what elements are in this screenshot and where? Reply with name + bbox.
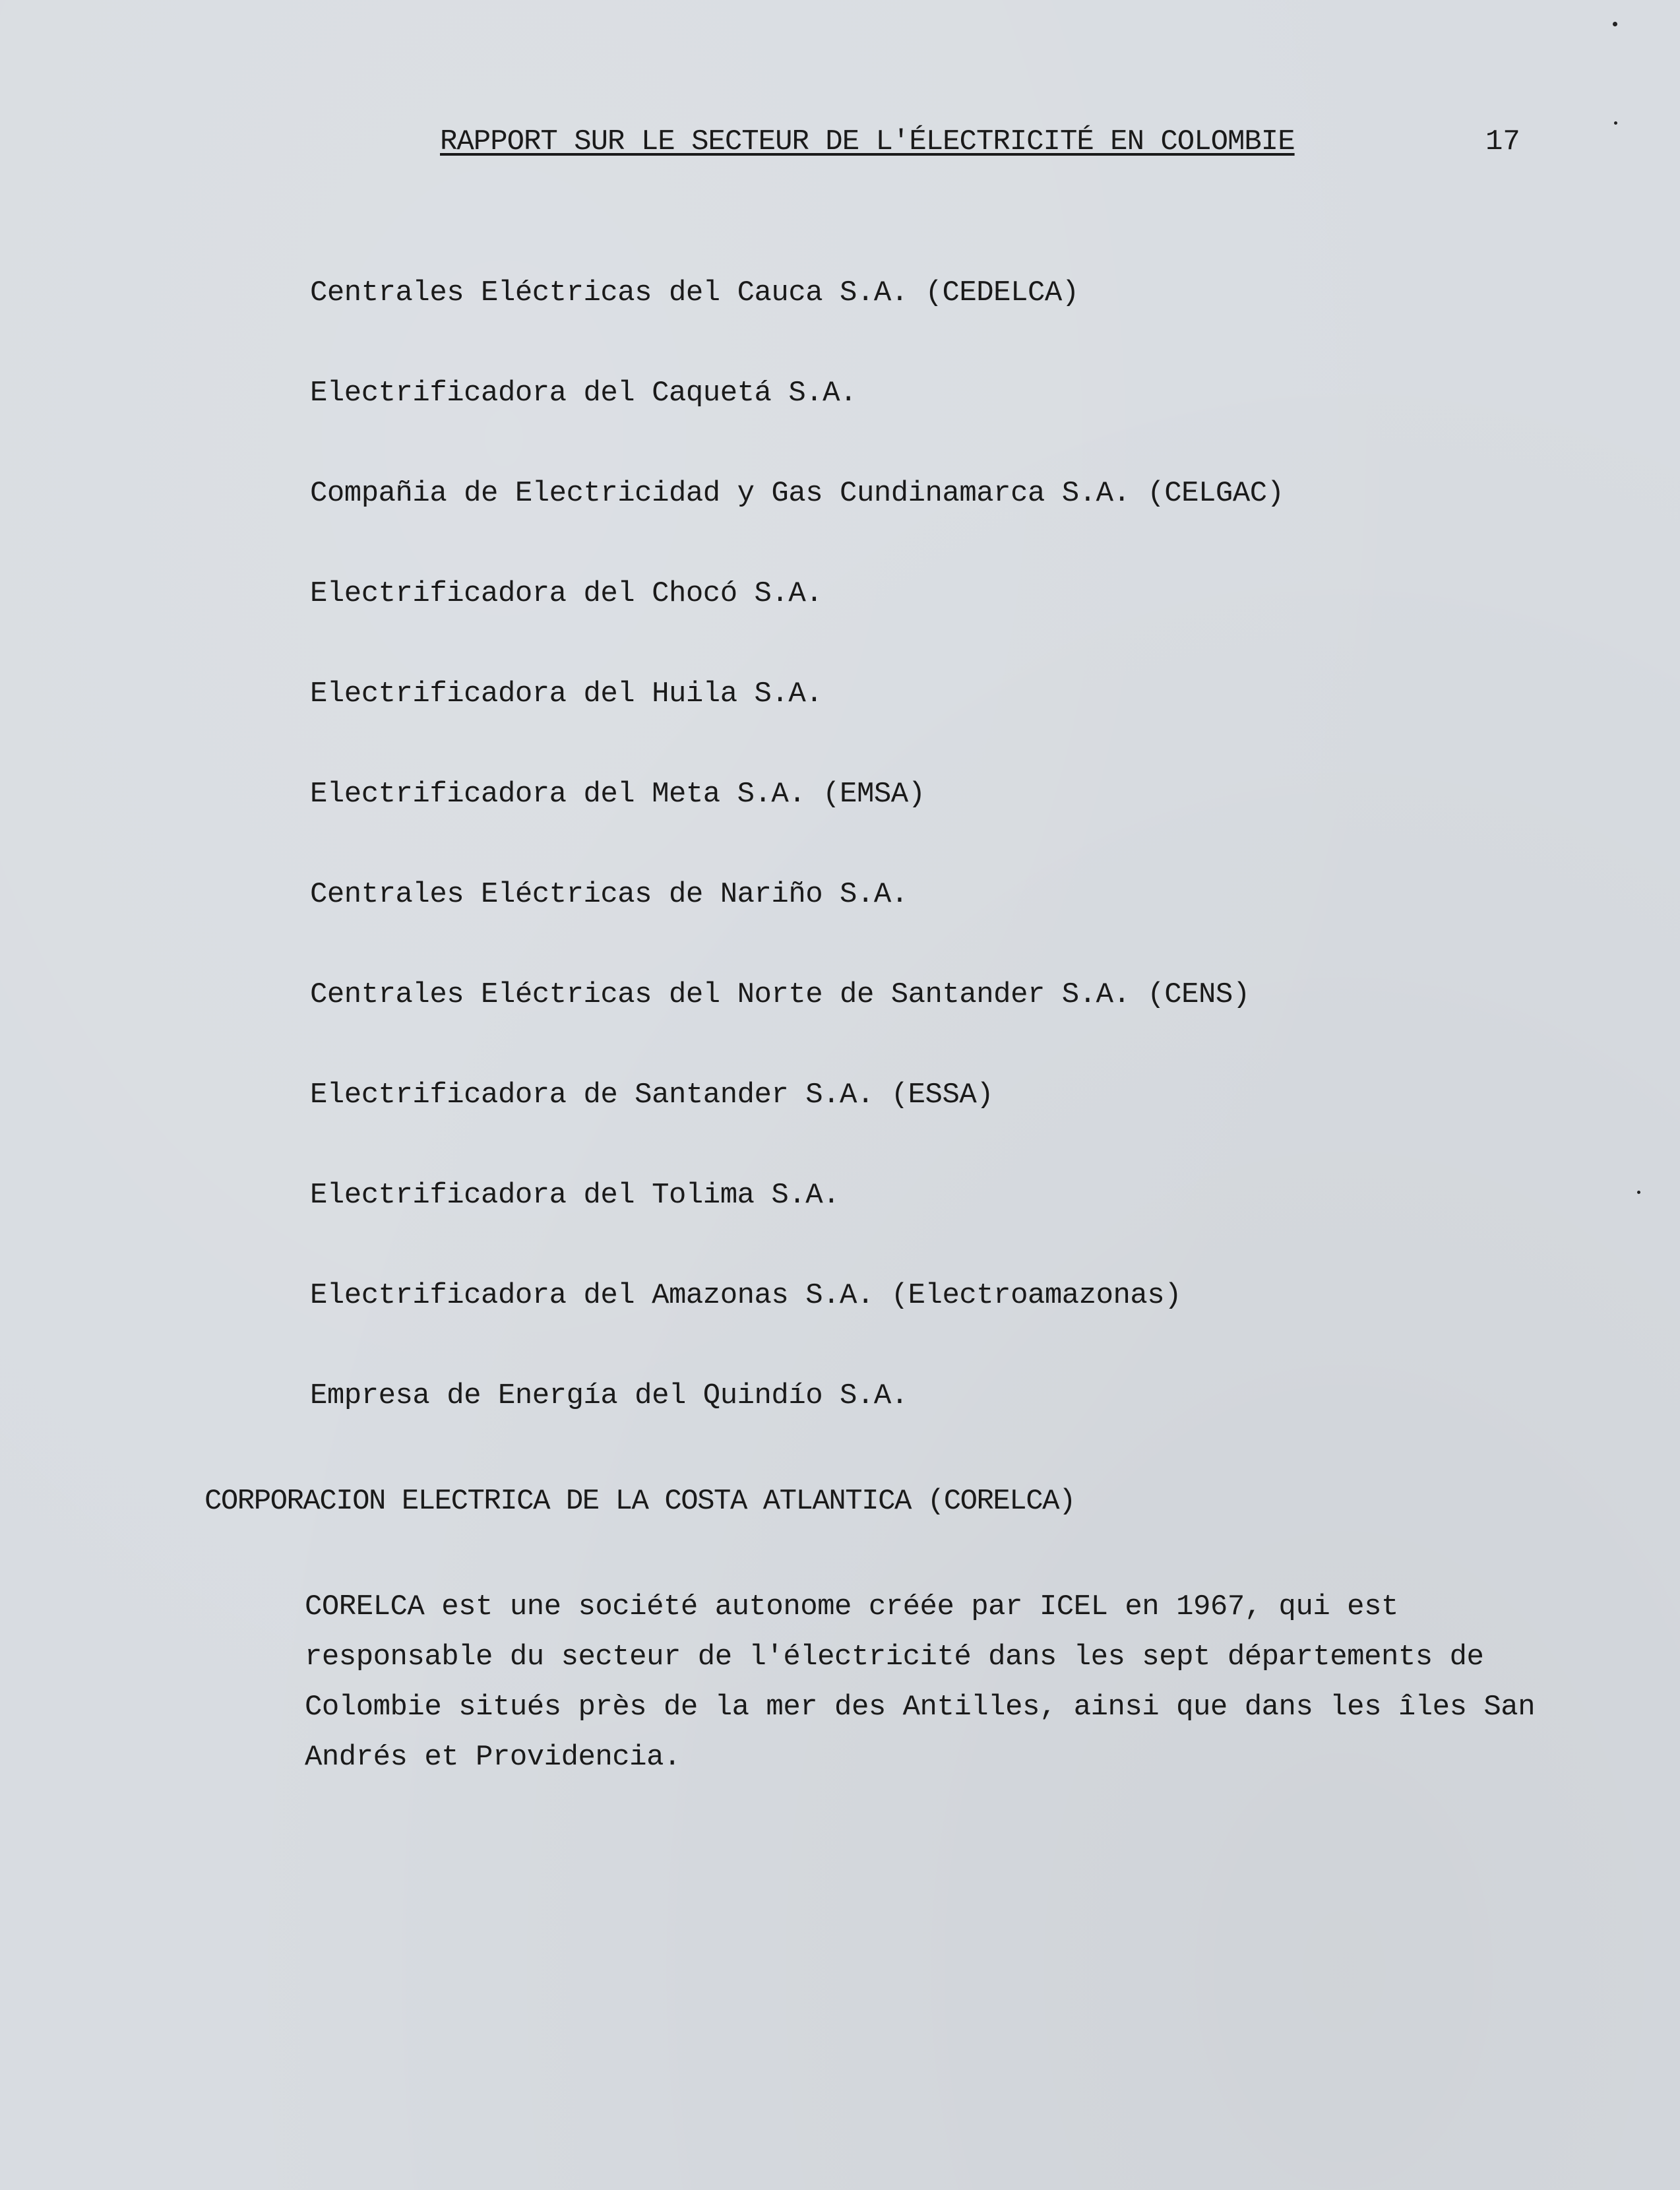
list-item: Electrificadora del Amazonas S.A. (Electroamazonas) xyxy=(310,1279,1182,1312)
scan-speck xyxy=(1613,22,1617,26)
section-paragraph xyxy=(305,1582,1598,1782)
list-item: Electrificadora del Chocó S.A. xyxy=(310,577,823,610)
paragraph-line: Andrés et Providencia. xyxy=(305,1741,681,1774)
list-item: Electrificadora de Santander S.A. (ESSA) xyxy=(310,1079,994,1111)
paragraph-line: Colombie situés près de la mer des Antilles, ainsi que dans les îles San xyxy=(305,1691,1536,1724)
list-item: Electrificadora del Caquetá S.A. xyxy=(310,377,857,410)
paragraph-line: CORELCA est une société autonome créée par ICEL en 1967, qui est xyxy=(305,1590,1398,1623)
paragraph-line: responsable du secteur de l'électricité dans les sept départements de xyxy=(305,1641,1484,1674)
list-item: Electrificadora del Tolima S.A. xyxy=(310,1179,840,1212)
list-item: Centrales Eléctricas de Nariño S.A. xyxy=(310,878,908,911)
running-title: RAPPORT SUR LE SECTEUR DE L'ÉLECTRICITÉ EN COLOMBIE xyxy=(440,125,1295,158)
list-item: Empresa de Energía del Quindío S.A. xyxy=(310,1379,908,1412)
company-list xyxy=(310,276,1284,1479)
list-item: Electrificadora del Huila S.A. xyxy=(310,677,823,710)
list-item: Electrificadora del Meta S.A. (EMSA) xyxy=(310,778,925,811)
scan-speck xyxy=(1637,1191,1640,1194)
list-item: Compañia de Electricidad y Gas Cundinamarca S.A. (CELGAC) xyxy=(310,477,1284,510)
page-number: 17 xyxy=(1485,125,1520,158)
list-item: Centrales Eléctricas del Norte de Santander S.A. (CENS) xyxy=(310,978,1250,1011)
list-item: Centrales Eléctricas del Cauca S.A. (CEDELCA) xyxy=(310,276,1079,309)
scan-speck xyxy=(1614,121,1617,125)
section-heading: CORPORACION ELECTRICA DE LA COSTA ATLANTICA (CORELCA) xyxy=(204,1485,1075,1518)
